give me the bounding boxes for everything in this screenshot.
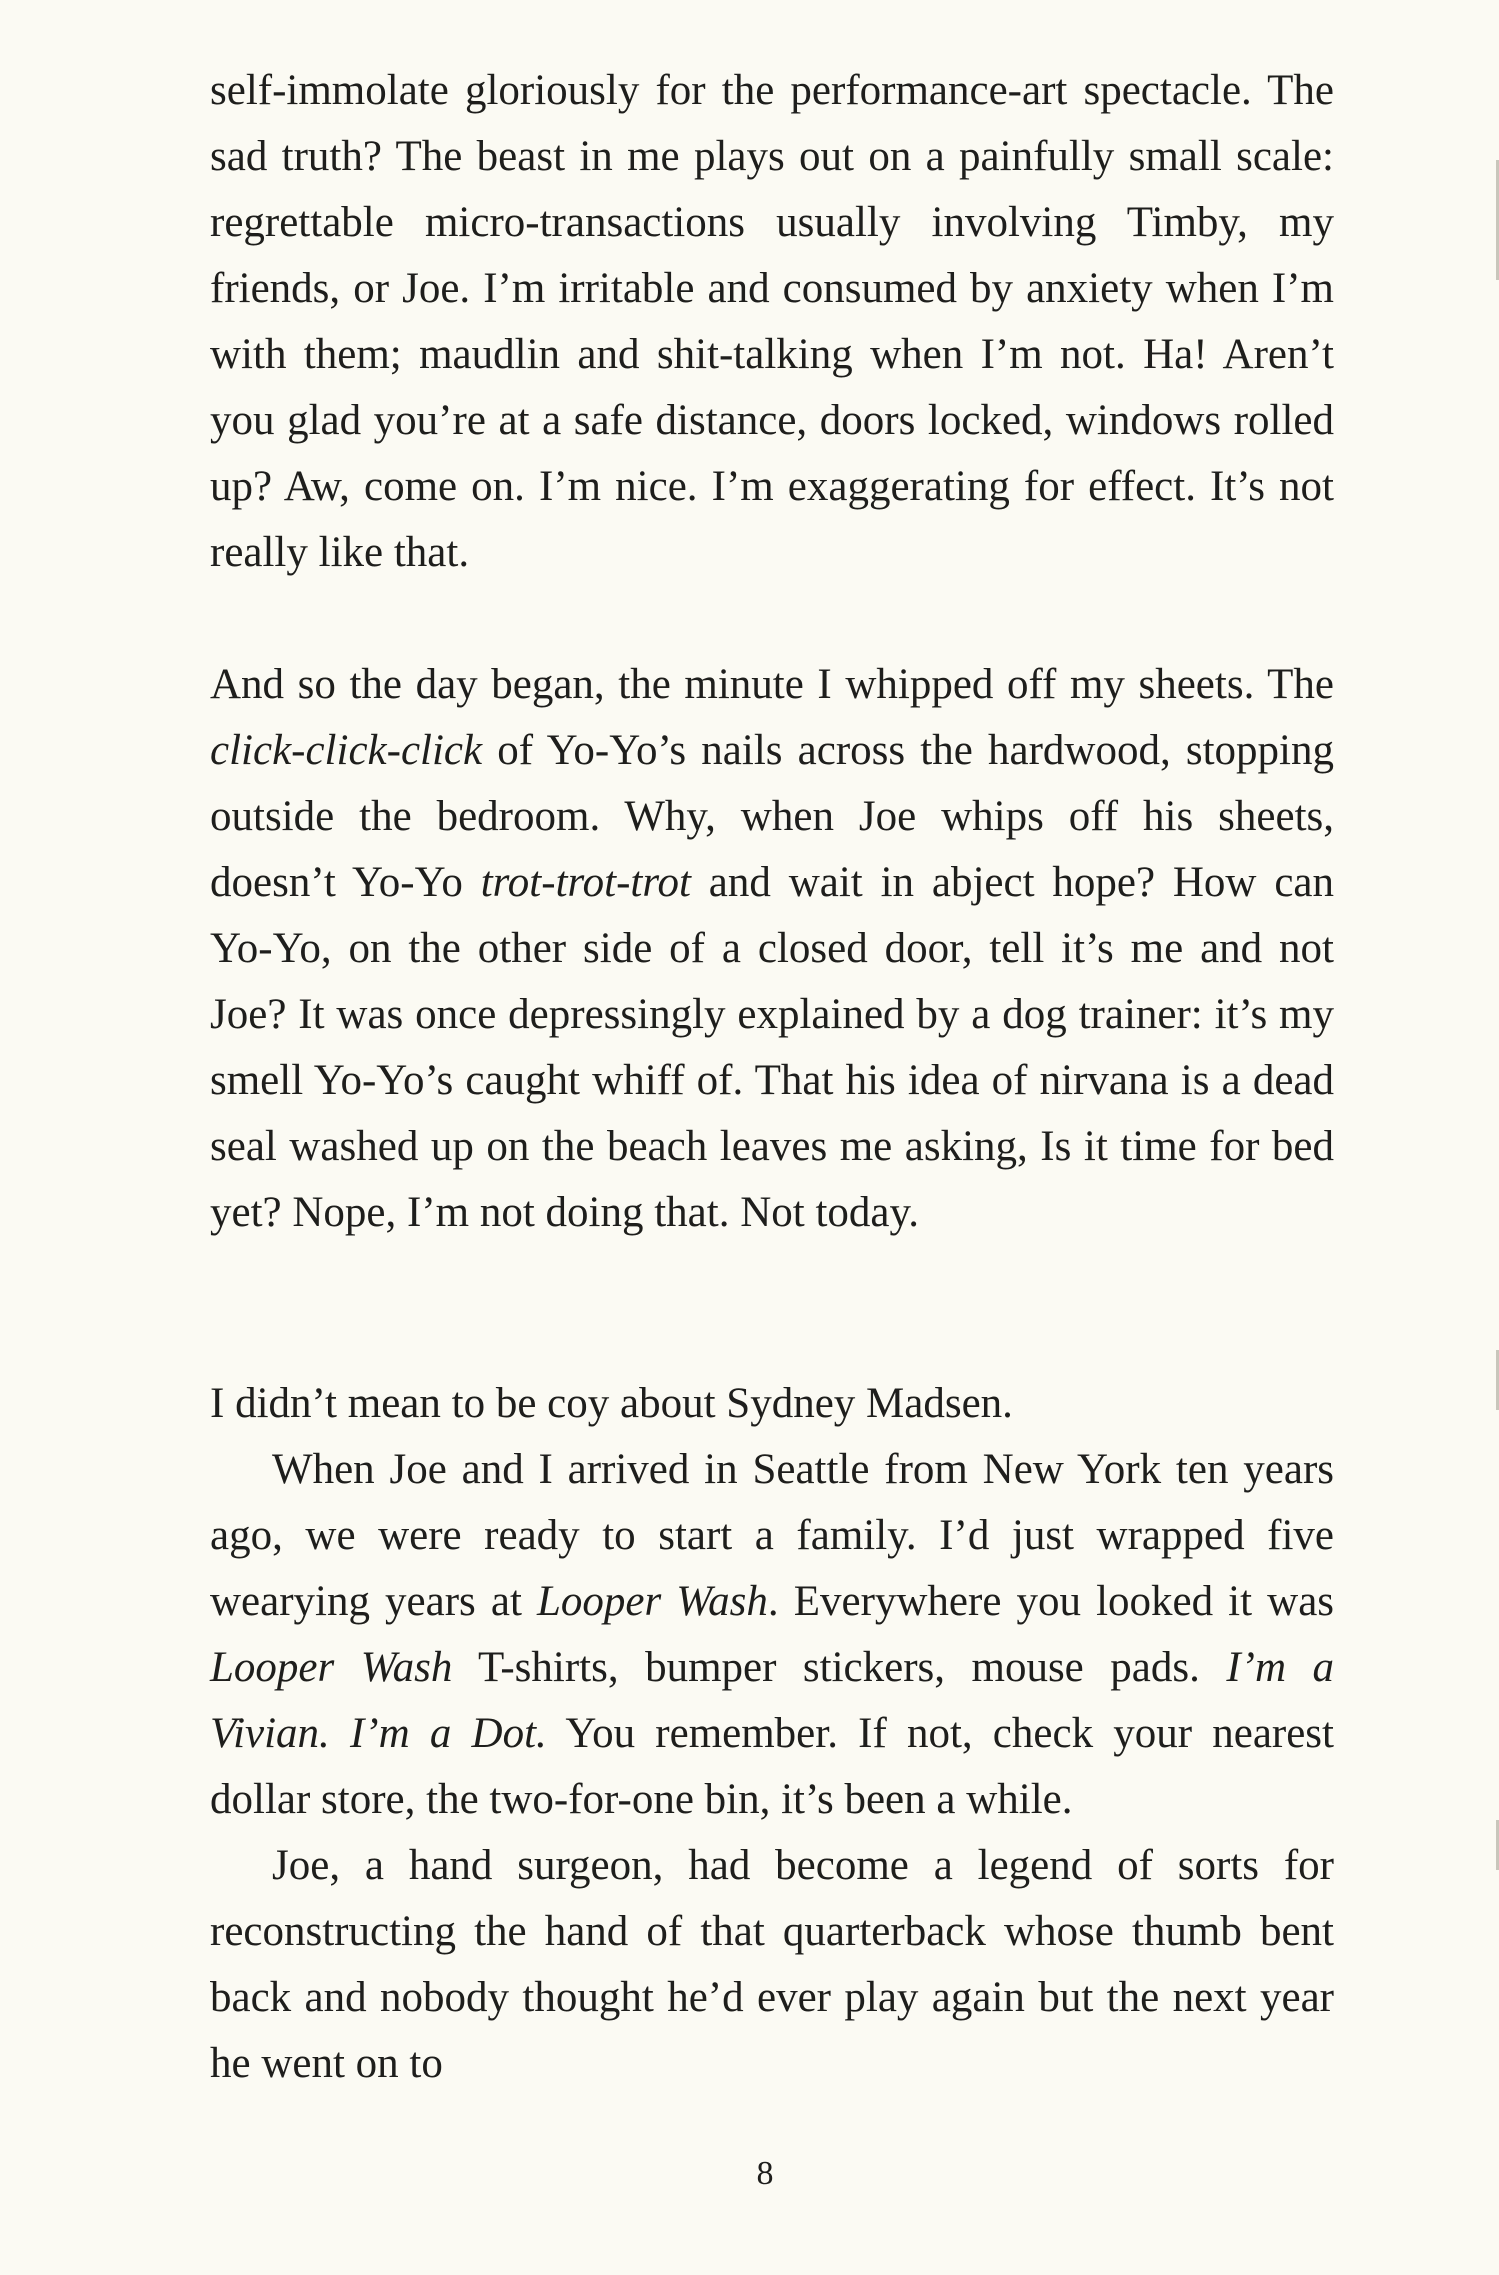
text-run: of Yo-Yo’s nails across the hardwood, stopping outside the bedroom. Why, when Joe whips off his sheets, doesn’t Yo-Yo [210, 727, 1334, 906]
italic-text-run: click-click-click [210, 727, 483, 774]
paragraph [210, 1833, 1334, 2097]
italic-text-run: I’m a Vivian. I’m a Dot. [210, 1644, 1334, 1757]
text-run: Joe, a hand surgeon, had become a legend of sorts for reconstructing the hand of that quarterback whose thumb bent back and nobody thought he’d ever play again but the next year he went on to [210, 1842, 1334, 2087]
paragraph [210, 1371, 1334, 1437]
italic-text-run: Looper Wash [210, 1644, 453, 1691]
text-run: When Joe and I arrived in Seattle from New York ten years ago, we were ready to start a family. I’d just wrapped five wearying years at [210, 1446, 1334, 1625]
paragraph [210, 652, 1334, 1246]
text-run: and wait in abject hope? How can Yo-Yo, on the other side of a closed door, tell it’s me and not Joe? It was once depressingly explained by a dog trainer: it’s my smell Yo-Yo’s caught whiff of. That his idea of nirvana is a dead seal washed up on the beach leaves me asking, Is it time for bed yet? Nope, I’m not doing that. Not today. [210, 859, 1334, 1236]
paragraph [210, 58, 1334, 586]
paragraph [210, 1437, 1334, 1833]
italic-text-run: trot-trot-trot [480, 859, 691, 906]
text-section-3 [210, 1371, 1334, 2097]
italic-text-run: Looper Wash [536, 1578, 768, 1625]
text-run: self-immolate gloriously for the performance-art spectacle. The sad truth? The beast in me plays out on a painfully small scale: regrettable micro-transactions usually involving Timby, my friends, or Joe. I’m irritable and consumed by anxiety when I’m with them; maudlin and shit-talking when I’m not. Ha! Aren’t you glad you’re at a safe distance, doors locked, windows rolled up? Aw, come on. I’m nice. I’m exaggerating for effect. It’s not really like that. [210, 67, 1334, 576]
text-section-2 [210, 652, 1334, 1246]
text-run: T-shirts, bumper stickers, mouse pads. [452, 1644, 1227, 1691]
page-number: 8 [756, 2155, 774, 2192]
text-run: I didn’t mean to be coy about Sydney Madsen. [210, 1380, 1013, 1427]
text-section-1 [210, 58, 1334, 586]
text-run: And so the day began, the minute I whipped off my sheets. The [210, 661, 1334, 708]
text-run: . Everywhere you looked it was [767, 1578, 1335, 1625]
text-run: You remember. If not, check your nearest dollar store, the two-for-one bin, it’s been a while. [210, 1710, 1334, 1823]
